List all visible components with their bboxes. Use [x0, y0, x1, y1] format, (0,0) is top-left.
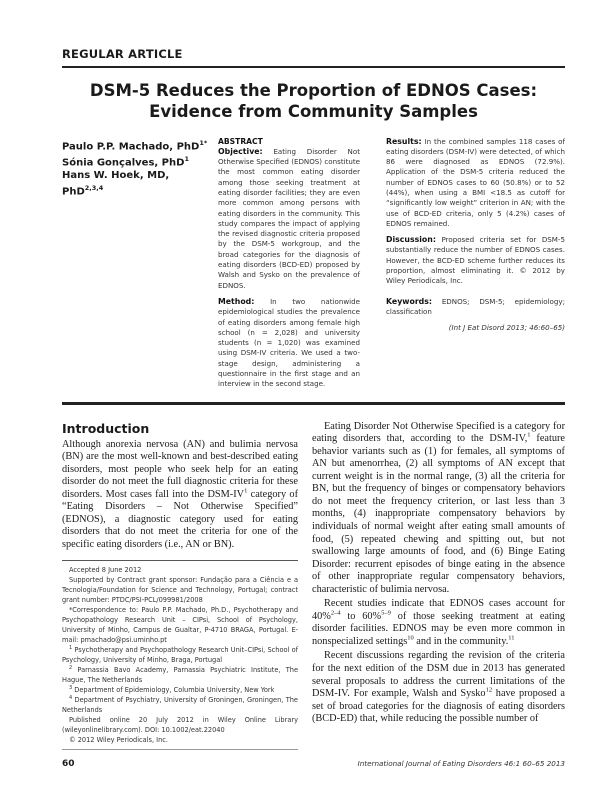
- reference-sup: 11: [508, 634, 515, 642]
- text-run: to 60%: [340, 610, 382, 622]
- reference-sup: 2–4: [330, 609, 341, 617]
- section-text: Proposed criteria set for DSM-5 substantially reduce the number of EDNOS cases. However, the BCD-ED scheme further reduces its proportion, almost eliminating it. © 2012 by Wiley Periodicals, Inc.: [386, 235, 565, 286]
- paragraph: [62, 439, 298, 552]
- abstract-method: [218, 297, 360, 390]
- abstract-keywords: [386, 297, 565, 318]
- front-matter: [62, 137, 565, 396]
- body-columns: [62, 421, 565, 770]
- abstract-column-1: [218, 137, 360, 396]
- text-run: feature behavior variants such as (1) for females, all symptoms of AN but amenorrhea, (2) all symptoms of AN except that current weight is in the normal range, (3) all the criteria for BN, but the frequency of binges or compensatory behaviors do not meet the frequency criterion, or last less than 3 months, (4) inappropriate compensatory behaviors by individuals of normal weight after eating small amounts of food, (5) repeated chewing and spitting out, but not swallowing large amounts of food, and (6) Binge Eating Disorder: recurrent episodes of binge eating in the absence of other inappropriate regular compensatory behaviors, characteristic of bulimia nervosa.: [312, 433, 565, 595]
- text-run: have proposed a set of broad categories for the diagnosis of eating disorders (BCD-ED) that, while reducing the possible number of: [312, 688, 566, 725]
- footnote: [62, 565, 298, 575]
- text-run: Psychotherapy and Psychopathology Research Unit–CIPsi, School of Psychology, University of Minho, Braga, Portugal: [62, 645, 298, 664]
- text-run: Department of Psychiatry, University of Groningen, Groningen, The Netherlands: [62, 695, 298, 714]
- text-run: Supported by Contract grant sponsor: Fundação para a Ciência e a Tecnologia/Foundation for Science and Technology, Portugal; contract grant number: PTDC/PSI-PCL/099981/2008: [62, 575, 298, 604]
- section-label: Method:: [218, 296, 255, 306]
- footnote: [62, 665, 298, 685]
- abstract-rule: [62, 402, 565, 405]
- text-run: Parnassia Bavo Academy, Parnassia Psychiatric Institute, The Hague, The Netherlands: [62, 665, 298, 684]
- reference-sup: 3: [69, 684, 73, 691]
- section-heading: Introduction: [62, 420, 150, 436]
- reference-sup: 1: [69, 644, 73, 651]
- author-list: [62, 137, 212, 199]
- footnote: [62, 645, 298, 665]
- section-text: EDNOS; DSM-5; epidemiology; classification: [386, 296, 565, 316]
- section-text: In the combined samples 118 cases of eating disorders (DSM-IV) were detected, of which 86 were diagnosed as EDNOS (72.9%). Application of the DSM-5 criteria reduced the number of EDNOS cases to 60 (50.8%) or to 52 (44%), when using a BMI <18.5 as cutoff for “significantly low weight” criterion in AN; with the use of BCD-ED criteria, only 5 (4.2%) cases of EDNOS remained.: [386, 136, 565, 228]
- author-affiliation-sup: 1: [184, 154, 189, 163]
- text-run: Department of Epidemiology, Columbia University, New York: [72, 685, 275, 694]
- text-run: *Correspondence to: Paulo P.P. Machado, Ph.D., Psychotherapy and Psychopathology Research Unit – CIPsi, School of Psychology, University of Minho, Campus de Gualtar, P-4710 BRAGA, Portugal. E-mail: pmachado@psi.uminho.pt: [62, 605, 298, 644]
- footnote: [62, 575, 298, 605]
- author-affiliation-sup: 2,3,4: [84, 184, 104, 193]
- author-name: Sónia Gonçalves, PhD: [62, 157, 185, 169]
- section-label: Keywords:: [386, 296, 433, 306]
- reference-sup: 1: [244, 487, 248, 495]
- abstract-discussion: [386, 235, 565, 286]
- footnote: [62, 605, 298, 645]
- paragraph: [312, 421, 565, 597]
- footnote-rule: [62, 560, 298, 561]
- author-affiliation-sup: 1*: [199, 138, 208, 147]
- section-label: Discussion:: [386, 235, 436, 245]
- section-text: Eating Disorder Not Otherwise Specified (EDNOS) constitute the most common eating disorder among those seeking treatment at eating disorder facilities; they are even more common among persons with eating disorders in the community. This study compares the impact of applying the revised diagnostic criteria proposed by the DSM-5 workgroup, and the broad categories for the diagnosis of eating disorders (BCD-ED) proposed by Walsh and Sysko on the prevalence of EDNOS.: [218, 146, 360, 290]
- abstract-results: [386, 137, 565, 230]
- author-name: Paulo P.P. Machado, PhD: [62, 140, 200, 152]
- text-run: and in the community.: [413, 635, 509, 647]
- abstract-objective: [218, 147, 360, 291]
- reference-sup: 12: [485, 686, 493, 694]
- reference-sup: 5–9: [381, 609, 391, 617]
- text-run: Accepted 8 June 2012: [69, 565, 142, 574]
- abstract-column-2: [386, 137, 565, 334]
- author: [62, 153, 212, 169]
- article-title: DSM-5 Reduces the Proportion of EDNOS Cases: Evidence from Community Samples: [89, 80, 538, 121]
- section-text: In two nationwide epidemiological studies the prevalence of eating disorders among female high school (n = 2,028) and university students (n = 1,020) was examined using DSM-IV criteria. We used a two-stage design, administering a questionnaire in the first stage and an interview in the second stage.: [218, 296, 360, 389]
- page-number: 60: [62, 759, 75, 770]
- text-run: category of “Eating Disorders – Not Otherwise Specified” (EDNOS), a diagnostic category used for eating disorders that do not meet the criteria for one of the specific eating disorders (i.e., AN or BN).: [62, 488, 298, 550]
- author: [62, 169, 212, 198]
- text-run: Published online 20 July 2012 in Wiley Online Library (wileyonlinelibrary.com). DOI: 10.1002/eat.22040: [62, 715, 298, 734]
- text-run: Recent studies indicate that EDNOS cases account for 40%: [312, 598, 565, 622]
- reference-sup: 1: [527, 431, 531, 439]
- footnotes: [62, 565, 298, 745]
- section-label: Objective:: [218, 146, 263, 156]
- header-rule: [62, 66, 565, 68]
- text-run: Although anorexia nervosa (AN) and bulimia nervosa (BN) are the most well-known and best-described eating disorders, most people who seek help for an eating disorder do not meet the full diagnostic criteria for these disorders. Most cases fall into the DSM-IV: [62, 438, 298, 500]
- text-run: of those seeking treatment at eating disorder facilities. EDNOS may be even more common in nonspecialized settings: [312, 610, 565, 647]
- footnote: [62, 695, 298, 715]
- reference-sup: 10: [407, 634, 414, 642]
- citation: (Int J Eat Disord 2013; 46:60–65): [448, 323, 565, 333]
- author: [62, 137, 212, 153]
- paragraph: [312, 650, 565, 725]
- footnote: [62, 735, 298, 745]
- left-column: [62, 421, 298, 770]
- paragraph: [312, 598, 565, 648]
- body-column-right: [312, 421, 565, 726]
- text-run: Eating Disorder Not Otherwise Specified is a category for eating disorders that, according to the DSM-IV,: [312, 420, 565, 445]
- abstract-heading: ABSTRACT: [218, 136, 263, 146]
- article-type-label: REGULAR ARTICLE: [62, 47, 183, 61]
- author-name: Hans W. Hoek, MD, PhD: [62, 170, 170, 198]
- footnote: [62, 685, 298, 695]
- footnote: [62, 715, 298, 735]
- right-column: [312, 421, 565, 770]
- body-column-left: [62, 439, 298, 552]
- text-run: © 2012 Wiley Periodicals, Inc.: [69, 735, 169, 744]
- section-label: Results:: [386, 136, 422, 146]
- reference-sup: 4: [69, 694, 73, 701]
- journal-footer: International Journal of Eating Disorders 46:1 60–65 2013: [357, 759, 565, 769]
- text-run: Recent discussions regarding the revision of the criteria for the next edition of the DSM due in 2013 has generated several proposals to address the current limitations of the DSM-IV. For example, Walsh and Sysko: [312, 650, 565, 700]
- footnote-bottom-rule: [62, 749, 298, 751]
- reference-sup: 2: [69, 664, 73, 671]
